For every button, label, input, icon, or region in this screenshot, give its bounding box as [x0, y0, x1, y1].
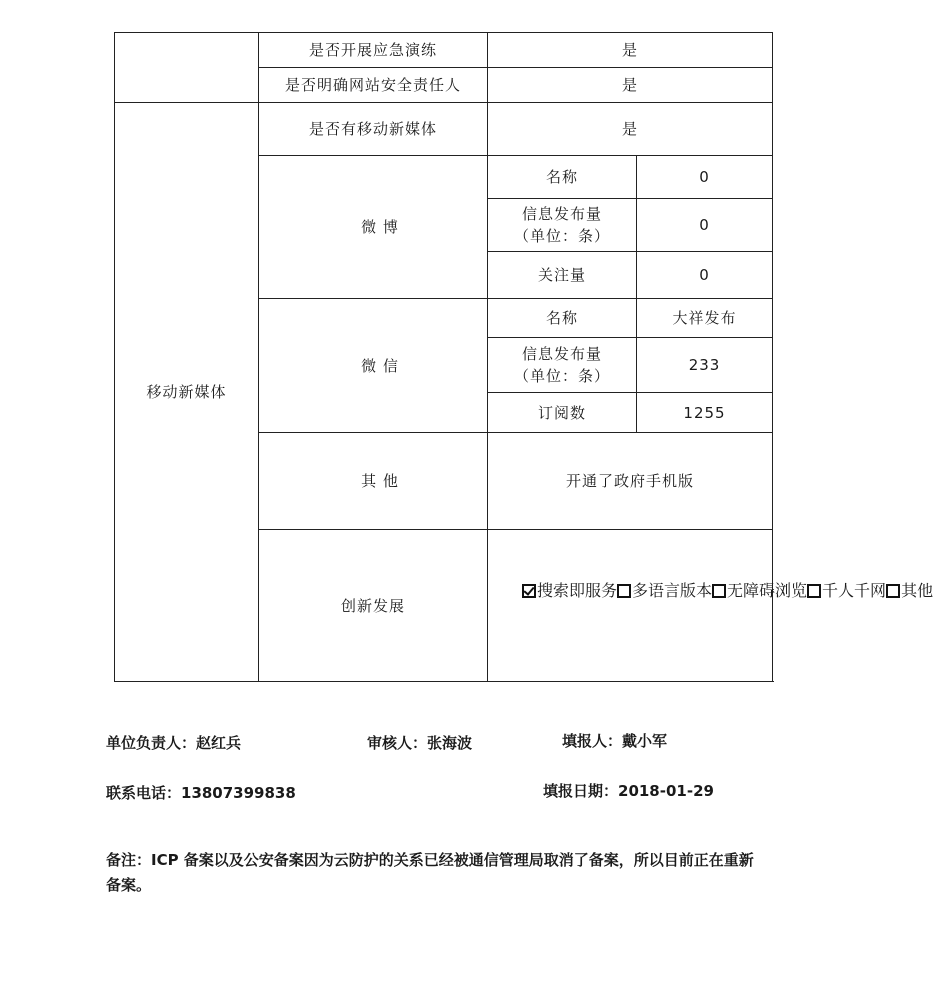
innovation-options — [522, 580, 933, 602]
other-label: 其 他 — [259, 433, 488, 530]
other-value: 开通了政府手机版 — [488, 433, 773, 530]
report-table — [114, 32, 933, 682]
weibo-follow-value: 0 — [637, 252, 773, 299]
option-label: 其他 — [901, 581, 933, 600]
weibo-posts-value: 0 — [637, 199, 773, 252]
wechat-name-value: 大祥发布 — [637, 299, 773, 338]
weibo-label: 微 博 — [259, 156, 488, 299]
security-officer-label: 是否明确网站安全责任人 — [259, 68, 488, 103]
option-accessibility — [712, 580, 807, 602]
innovation-options-cell — [488, 530, 933, 682]
option-label: 多语言版本 — [632, 581, 713, 600]
checkbox-icon — [807, 584, 821, 598]
section-cell-blank — [115, 33, 259, 103]
checkbox-icon — [886, 584, 900, 598]
wechat-posts-value: 233 — [637, 338, 773, 393]
security-officer-value: 是 — [488, 68, 773, 103]
option-multilingual — [617, 580, 712, 602]
weibo-name-label: 名称 — [488, 156, 637, 199]
unit-head: 单位负责人：赵红兵 — [106, 734, 242, 752]
option-label: 千人千网 — [822, 581, 887, 600]
option-personalized — [807, 580, 886, 602]
wechat-subs-label: 订阅数 — [488, 393, 637, 433]
option-label: 无障碍浏览 — [727, 581, 808, 600]
wechat-subs-value: 1255 — [637, 393, 773, 433]
filler: 填报人：戴小军 — [562, 732, 668, 750]
weibo-posts-label-line1: 信息发布量 — [521, 205, 602, 223]
remark-note: 备注：ICP 备案以及公安备案因为云防护的关系已经被通信管理局取消了备案，所以目前正在重新备案。 — [106, 851, 754, 894]
emergency-drill-value: 是 — [488, 33, 773, 68]
option-search-as-service — [522, 580, 617, 602]
weibo-posts-label — [488, 199, 637, 252]
checkbox-icon — [617, 584, 631, 598]
wechat-label: 微 信 — [259, 299, 488, 433]
checkbox-icon — [712, 584, 726, 598]
wechat-name-label: 名称 — [488, 299, 637, 338]
fill-date: 填报日期：2018-01-29 — [543, 782, 714, 800]
wechat-posts-label-line1: 信息发布量 — [521, 345, 602, 363]
mobile-media-group-label: 移动新媒体 — [115, 103, 259, 682]
has-mobile-value: 是 — [488, 103, 773, 156]
weibo-follow-label: 关注量 — [488, 252, 637, 299]
weibo-posts-label-line2: （单位：条） — [513, 227, 610, 245]
option-label: 搜索即服务 — [537, 581, 618, 600]
contact-phone: 联系电话：13807399838 — [106, 784, 296, 802]
checked-checkbox-icon — [522, 584, 536, 598]
emergency-drill-label: 是否开展应急演练 — [259, 33, 488, 68]
option-other — [886, 580, 933, 602]
wechat-posts-label-line2: （单位：条） — [513, 367, 610, 385]
reviewer: 审核人：张海波 — [367, 734, 473, 752]
has-mobile-label: 是否有移动新媒体 — [259, 103, 488, 156]
wechat-posts-label — [488, 338, 637, 393]
innovation-label: 创新发展 — [259, 530, 488, 682]
weibo-name-value: 0 — [637, 156, 773, 199]
